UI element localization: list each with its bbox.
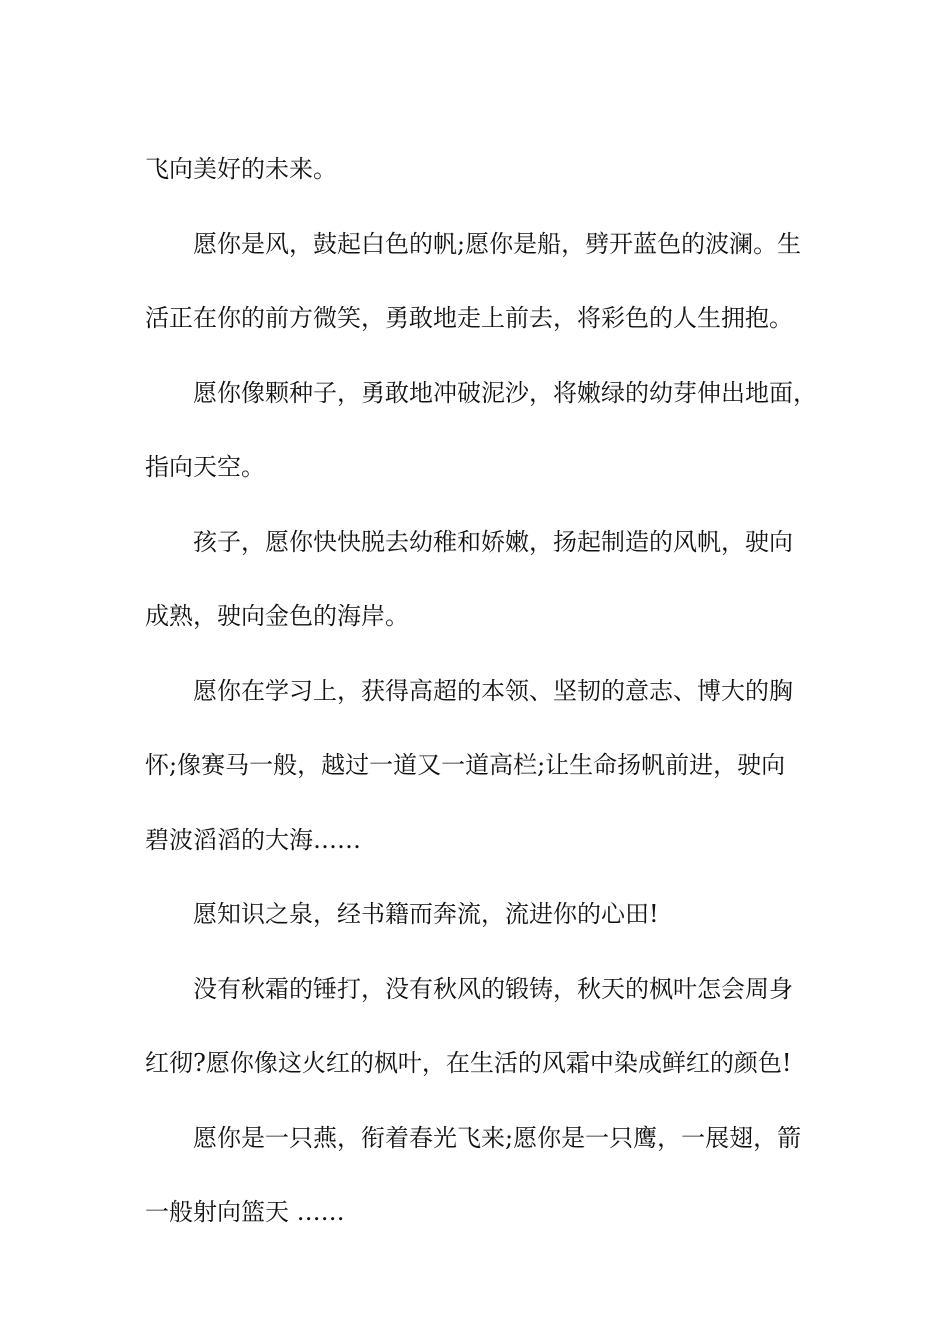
text-line: 碧波滔滔的大海…… [145, 825, 361, 854]
document-body [145, 132, 835, 1250]
text-line: 红彻?愿你像这火红的枫叶，在生活的风霜中染成鲜红的颜色! [145, 1049, 792, 1077]
text-line: 成熟，驶向金色的海岸。 [145, 602, 409, 630]
text-line: 孩子，愿你快快脱去幼稚和娇嫩，扬起制造的风帆，驶向 [193, 527, 793, 556]
text-line: 一般射向篮天 …… [145, 1198, 345, 1226]
text-line: 愿你在学习上，获得高超的本领、坚韧的意志、博大的胸 [193, 676, 793, 705]
text-line: 愿你像颗种子，勇敢地冲破泥沙，将嫩绿的幼芽伸出地面， [193, 378, 817, 407]
text-line: 活正在你的前方微笑，勇敢地走上前去，将彩色的人生拥抱。 [145, 304, 793, 332]
text-line: 指向天空。 [145, 453, 265, 481]
text-line: 怀;像赛马一般，越过一道又一道高栏;让生命扬帆前进，驶向 [145, 751, 786, 779]
text-line: 飞向美好的未来。 [145, 155, 337, 183]
text-line: 没有秋霜的锤打，没有秋风的锻铸，秋天的枫叶怎会周身 [193, 974, 793, 1003]
text-line: 愿知识之泉，经书籍而奔流，流进你的心田! [193, 900, 659, 928]
text-line: 愿你是一只燕，衔着春光飞来;愿你是一只鹰，一展翅，箭 [193, 1123, 802, 1152]
text-line: 愿你是风，鼓起白色的帆;愿你是船，劈开蓝色的波澜。生 [193, 229, 802, 258]
